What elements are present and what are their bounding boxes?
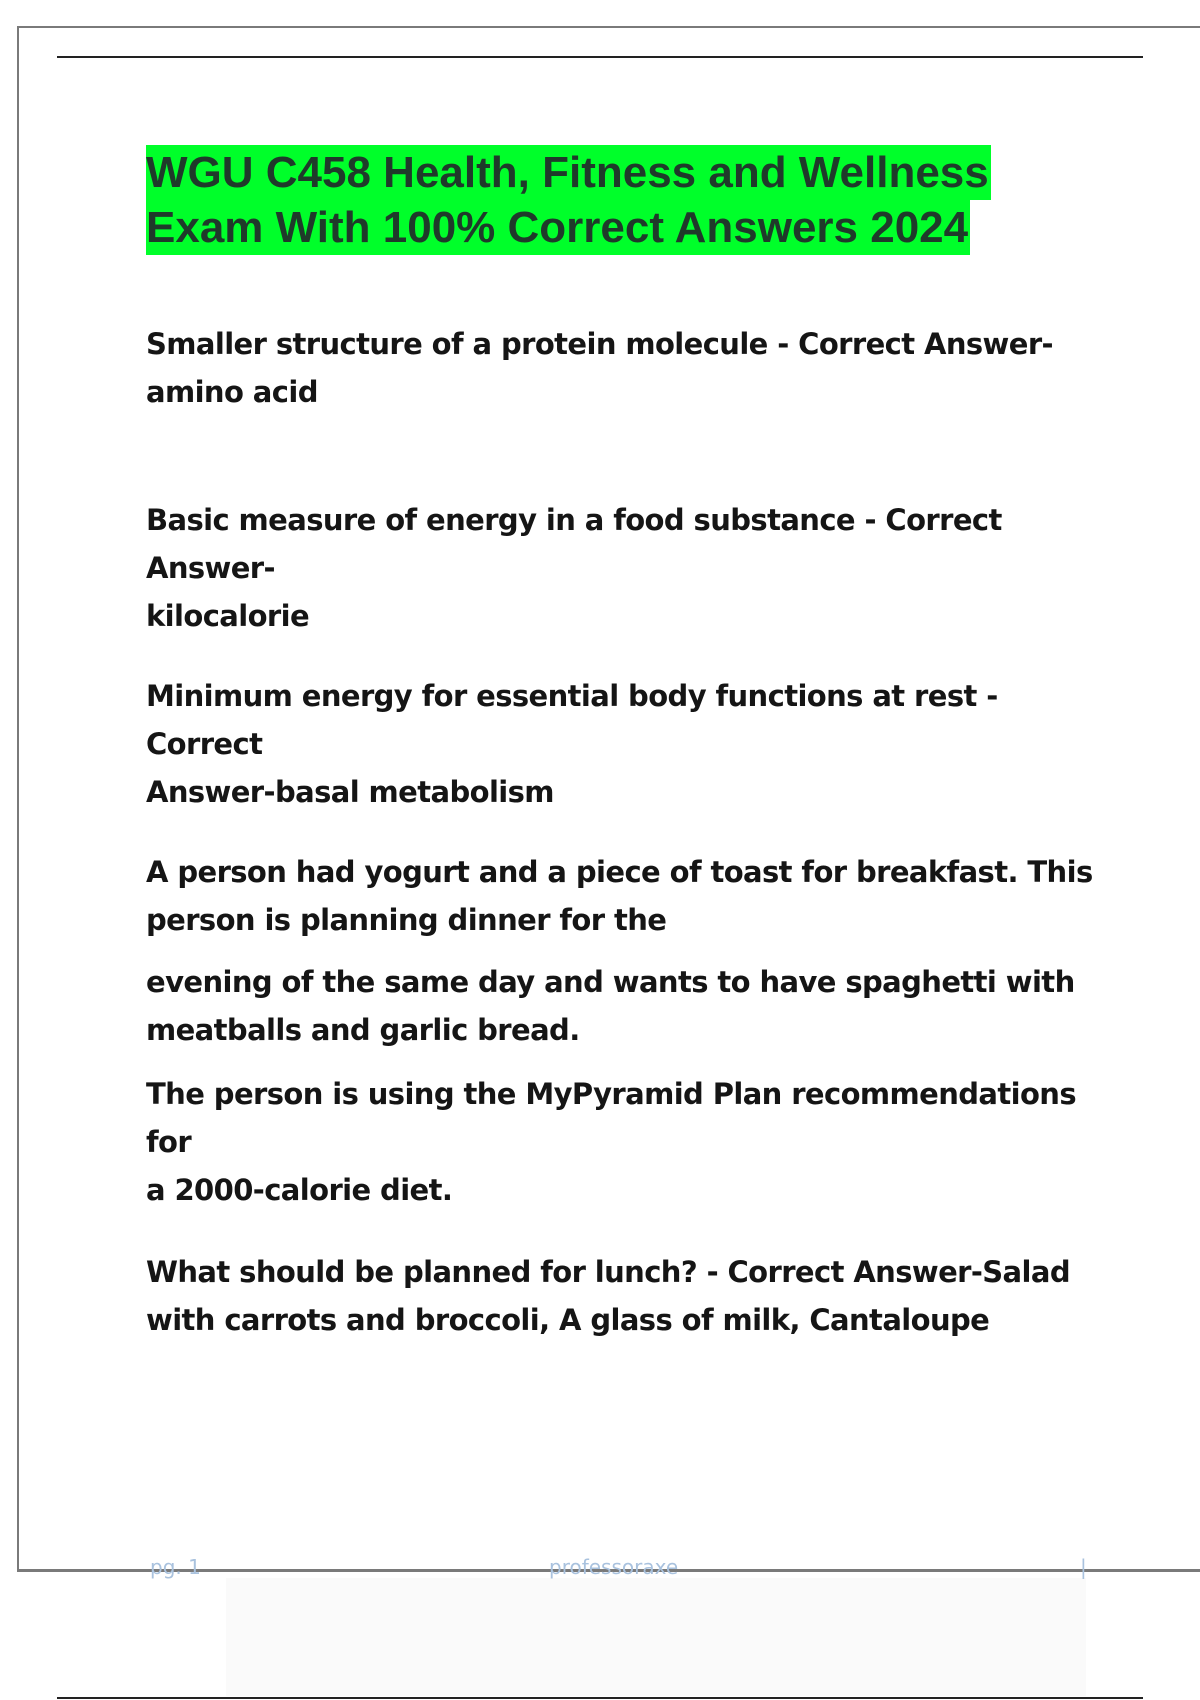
- qa-line: Minimum energy for essential body functions at rest - Correct: [146, 679, 998, 761]
- qa-line: The person is using the MyPyramid Plan recommendations for: [146, 1077, 1077, 1159]
- qa-entry-scenario: [146, 848, 1096, 1214]
- footer-page-number: pg. 1: [150, 1555, 201, 1579]
- title-line-2: Exam With 100% Correct Answers 2024: [146, 200, 970, 255]
- qa-line: Smaller structure of a protein molecule - Correct Answer-: [146, 327, 1053, 361]
- bottom-panel: [226, 1578, 1086, 1696]
- footer-author: professoraxe: [549, 1555, 679, 1579]
- qa-entry-energy: [146, 496, 1096, 640]
- qa-line: A person had yogurt and a piece of toast for breakfast. This: [146, 855, 1093, 889]
- qa-entry-basal: [146, 672, 1096, 816]
- document-title: [146, 145, 1086, 255]
- qa-line: Answer-basal metabolism: [146, 775, 554, 809]
- qa-line: evening of the same day and wants to have spaghetti with: [146, 965, 1075, 999]
- qa-line: What should be planned for lunch? - Correct Answer-Salad: [146, 1255, 1070, 1289]
- qa-line: a 2000-calorie diet.: [146, 1173, 453, 1207]
- qa-line: amino acid: [146, 375, 318, 409]
- qa-line: Basic measure of energy in a food substance - Correct Answer-: [146, 503, 1002, 585]
- qa-line: meatballs and garlic bread.: [146, 1013, 580, 1047]
- bottom-rule: [57, 1697, 1143, 1699]
- qa-entry-protein: [146, 320, 1096, 416]
- footer-separator: |: [1080, 1555, 1087, 1579]
- qa-line: with carrots and broccoli, A glass of milk, Cantaloupe: [146, 1303, 990, 1337]
- qa-line: person is planning dinner for the: [146, 903, 667, 937]
- title-line-1: WGU C458 Health, Fitness and Wellness: [146, 145, 991, 200]
- qa-line: kilocalorie: [146, 599, 310, 633]
- header-rule: [57, 56, 1143, 58]
- qa-entry-lunch: [146, 1248, 1096, 1344]
